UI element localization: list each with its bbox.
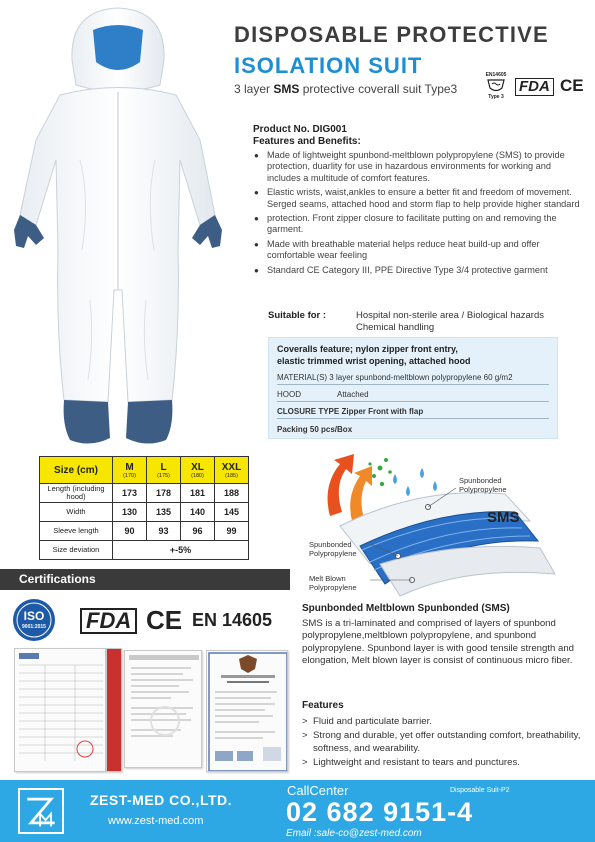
fda-logo-top: FDA <box>515 78 554 96</box>
table-cell: 173 <box>113 484 147 503</box>
size-table <box>39 456 249 560</box>
heat-arrow-icon <box>328 454 354 516</box>
row-label: Length (including hood) <box>40 484 113 503</box>
spec-material: MATERIAL(S) 3 layer spunbond-meltblown polypropylene 60 g/m2 <box>277 371 549 385</box>
sms-label-bottom: Melt Blown Polypropylene <box>309 574 357 592</box>
size-name: L <box>160 461 167 473</box>
table-cell: 140 <box>181 503 215 522</box>
size-height: (180) <box>191 472 204 479</box>
sms-label: SMS <box>487 509 520 526</box>
spec-hood-row <box>277 388 549 402</box>
title-line-2: ISOLATION SUIT <box>234 53 423 78</box>
size-height: (185) <box>225 472 238 479</box>
size-col-m <box>113 457 147 484</box>
iso-number: 9001:2015 <box>22 624 46 630</box>
table-cell: 130 <box>113 503 147 522</box>
feature-item: ● Standard CE Category III, PPE Directive Type 3/4 protective garment <box>253 265 583 276</box>
water-drops-icon <box>393 468 437 496</box>
subtitle <box>234 82 457 96</box>
row-label: Size deviation <box>40 541 113 560</box>
website-link[interactable]: www.zest-med.com <box>108 815 204 827</box>
features-list <box>253 150 583 279</box>
deviation-value: +-5% <box>113 541 249 560</box>
suitable-for-line-1: Hospital non-sterile area / Biological hazards <box>356 310 544 321</box>
protective-suit-illustration <box>0 0 240 455</box>
email-address[interactable]: Email :sale-co@zest-med.com <box>286 828 422 839</box>
size-height: (175) <box>157 472 170 479</box>
certificate-text-graphic <box>125 651 202 768</box>
size-table-header <box>40 457 249 484</box>
table-cell: 135 <box>147 503 181 522</box>
sms-info-body: SMS is a tri-laminated and comprised of layers of spunbond polypropylene,meltblown polypropylene, and spunbond polypropylene. Spunbond layer is with good tensile strength and elongation, Melt blown layer is consist of continuous micro fiber. <box>302 618 575 667</box>
certifications-bar <box>0 569 290 590</box>
spec-hood-value: Attached <box>337 390 369 399</box>
certificate-spine <box>106 648 122 772</box>
table-cell: 188 <box>215 484 249 503</box>
suitable-for-line-2: Chemical handling <box>356 322 435 333</box>
certificate-document-2 <box>124 650 202 768</box>
table-cell: 96 <box>181 522 215 541</box>
spec-hood-label: HOOD <box>277 390 301 399</box>
fda-logo: FDA <box>80 608 137 634</box>
features2-list <box>302 716 584 772</box>
size-col-l <box>147 457 181 484</box>
en14605-type3-badge <box>481 72 511 100</box>
table-row <box>40 522 249 541</box>
subtitle-post: protective coverall suit Type3 <box>299 82 458 96</box>
sms-label-mid: Spunbonded Polypropylene <box>309 540 357 558</box>
table-row <box>40 484 249 503</box>
table-cell: 99 <box>215 522 249 541</box>
subtitle-sms: SMS <box>273 82 300 96</box>
en-type: Type 3 <box>488 94 504 100</box>
spec-box <box>268 337 558 439</box>
table-row <box>40 541 249 560</box>
en-standard: EN 14605 <box>192 610 273 630</box>
feature-item: ● Elastic wrists, waist,ankles to ensure a better fit and freedom of movement. Serged seams, attached hood and storm flap to help provide higher standard <box>253 187 583 210</box>
table-cell: 90 <box>113 522 147 541</box>
feature-item: ● Made with breathable material helps reduce heat build-up and offer comfortable wear feeling <box>253 239 583 262</box>
footer <box>0 780 595 842</box>
ce-mark: CE <box>146 605 183 635</box>
table-row <box>40 503 249 522</box>
document-code: Disposable Suit-P2 <box>450 787 510 794</box>
table-cell: 178 <box>147 484 181 503</box>
certification-logos <box>12 598 302 642</box>
suitable-for-label: Suitable for : <box>268 310 327 321</box>
title-line-1: DISPOSABLE PROTECTIVE <box>234 22 549 47</box>
feature-item: ● protection. Front zipper closure to facilitate putting on and removing the garment. <box>253 213 583 236</box>
certifications-title: Certifications <box>19 572 96 586</box>
list-item: > Fluid and particulate barrier. <box>302 716 584 728</box>
sms-info-title: Spunbonded Meltblown Spunbonded (SMS) <box>302 603 510 614</box>
spec-line-2: elastic trimmed wrist opening, attached hood <box>277 356 471 366</box>
certificate-registration-graphic <box>207 651 288 772</box>
row-label: Sleeve length <box>40 522 113 541</box>
size-col-xxl <box>215 457 249 484</box>
spec-line-1: Coveralls feature; nylon zipper front entry, <box>277 344 458 354</box>
feature-item: ● Made of lightweight spunbond-meltblown polypropylene (SMS) to provide protection, duarlity for use in hazardous environments for working and includes a multitude of comfort features. <box>253 150 583 184</box>
certificate-document-3 <box>206 650 288 772</box>
list-item: > Lightweight and resistant to tears and punctures. <box>302 757 584 769</box>
list-item: > Strong and durable, yet offer outstanding comfort, breathability, softness, and wearability. <box>302 730 584 755</box>
features-title: Features and Benefits: <box>253 136 361 147</box>
callcenter-label: CallCenter <box>287 783 349 798</box>
size-height: (170) <box>123 472 136 479</box>
table-cell: 145 <box>215 503 249 522</box>
size-name: XXL <box>221 461 242 473</box>
certificate-document-1 <box>14 648 106 772</box>
table-cell: 93 <box>147 522 181 541</box>
row-label: Width <box>40 503 113 522</box>
subtitle-pre: 3 layer <box>234 82 274 96</box>
product-number: Product No. DIG001 <box>253 124 347 135</box>
iso-text: ISO <box>23 609 45 623</box>
en-code: EN14605 <box>485 72 507 78</box>
spec-packing: Packing 50 pcs/Box <box>277 425 353 434</box>
chemical-protection-icon <box>487 79 505 93</box>
table-cell: 181 <box>181 484 215 503</box>
size-name: M <box>125 461 134 473</box>
sms-label-top: Spunbonded Polypropylene <box>459 476 507 494</box>
ce-mark-top: CE <box>560 76 584 95</box>
certificate-table-graphic <box>15 649 106 772</box>
company-name: ZEST-MED CO.,LTD. <box>90 792 233 808</box>
phone-number[interactable]: 02 682 9151-4 <box>286 797 474 827</box>
size-col-xl <box>181 457 215 484</box>
size-name: XL <box>191 461 204 473</box>
size-header-label: Size (cm) <box>40 457 113 484</box>
zest-med-logo-icon <box>18 788 64 834</box>
features2-title: Features <box>302 700 344 711</box>
spec-closure: CLOSURE TYPE Zipper Front with flap <box>277 405 549 419</box>
